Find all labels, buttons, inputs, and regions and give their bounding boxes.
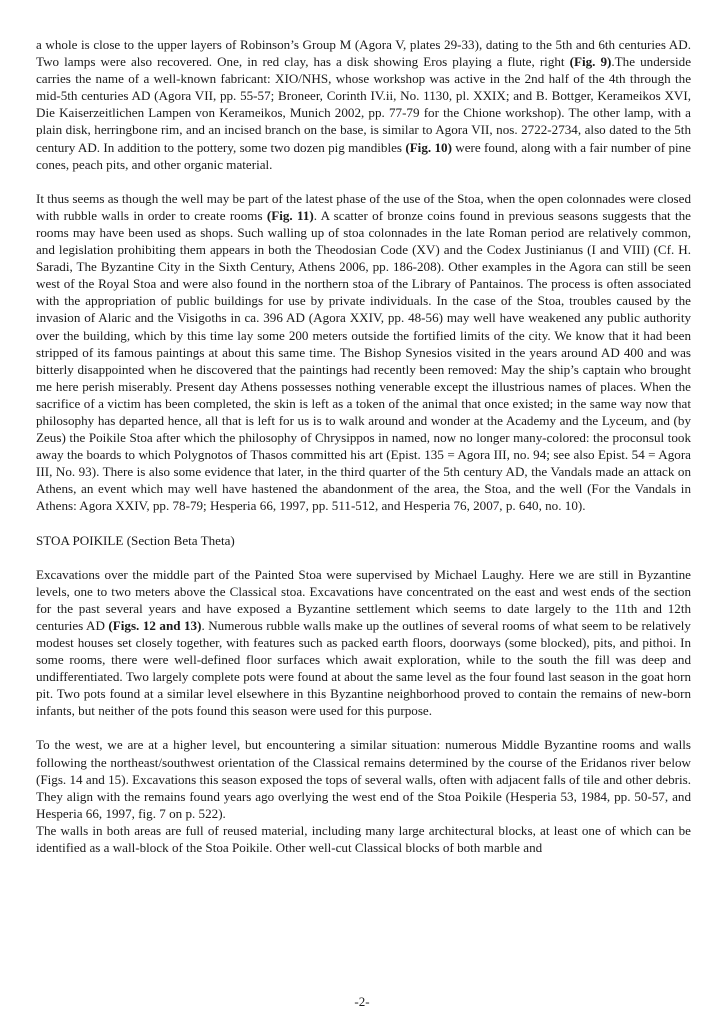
figure-reference: (Fig. 10) <box>405 139 452 155</box>
section-heading <box>36 532 691 549</box>
paragraph <box>36 36 691 173</box>
text-run: a whole is close to the upper layers of Robinson’s Group M (Agora V, plates 29-33), dating to the 5th and 6th centuries AD. Two lamps were also recovered. One, in red clay, has a disk showing Eros playing a flute, right <box>36 37 691 70</box>
paragraph <box>36 822 691 856</box>
text-run: Excavations over the middle part of the Painted Stoa were supervised by Michael Laughy. Here we are still in Byzantine levels, one to two meters above the Classical stoa. Excavations have concentrated on the east and west ends of the section for the past several years and have exposed a Byzantine settlement which seems to date largely to the 11th and 12th centuries AD <box>36 566 691 633</box>
text-run: . Numerous rubble walls make up the outlines of several rooms of what seem to be relatively modest houses set closely together, with features such as packed earth floors, doorways (some blocked), pits, and pithoi. In some rooms, there were well-defined floor surfaces which await exploration, while to the south the fill was deep and undifferentiated. Two largely complete pots were found at about the same level as the four found last season in the goat horn pit. Two pots found at a similar level elsewhere in this Byzantine neighborhood proved to contain the remains of new-born infants, but neither of the pots found this season were used for this purpose. <box>36 617 691 719</box>
text-run: It thus seems as though the well may be part of the latest phase of the use of the Stoa, when the open colonnades were closed with rubble walls in order to create rooms <box>36 190 691 223</box>
paragraph-gap <box>36 173 691 190</box>
paragraph-gap <box>36 719 691 736</box>
text-run: were found, along with a fair number of pine cones, peach pits, and other organic material. <box>36 139 691 172</box>
page-number: -2- <box>354 994 370 1009</box>
figure-reference: (Fig. 11) <box>266 207 314 223</box>
figure-reference: (Fig. 9) <box>569 54 612 70</box>
paragraph-gap <box>36 549 691 566</box>
paragraph <box>36 736 691 821</box>
text-run: The walls in both areas are full of reused material, including many large architectural blocks, at least one of which can be identified as a wall-block of the Stoa Poikile. Other well-cut Classical blocks of both marble and <box>36 822 691 856</box>
text-run: STOA POIKILE (Section Beta Theta) <box>36 532 235 548</box>
paragraph <box>36 566 691 720</box>
paragraph-gap <box>36 515 691 532</box>
figure-reference: (Figs. 12 and 13) <box>108 617 202 633</box>
text-run: . A scatter of bronze coins found in previous seasons suggests that the rooms may have been used as shops. Such walling up of stoa colonnades in the late Roman period are relatively common, and legislation prohibiting them appears in both the Theodosian Code (XV) and the Codex Justinianus (I and VIII) (Cf. H. Saradi, The Byzantine City in the Sixth Century, Athens 2006, pp. 186-208). Other examples in the Agora can still be seen west of the Royal Stoa and were also found in the northern stoa of the Library of Pantainos. The process is often associated with the appropriation of public buildings for use by private individuals. In the case of the Stoa, troubles caused by the invasion of Alaric and the Visigoths in ca. 396 AD (Agora XXIV, pp. 48-56) may well have weakened any public authority over the building, which by this time lay some 200 meters outside the fortified limits of the city. We know that it had been stripped of its famous paintings at about this same time. The Bishop Synesios visited in the years around AD 400 and was bitterly disappointed when he discovered that the paintings had recently been removed: May the ship’s captain who brought me here perish miserably. Present day Athens possesses nothing venerable except the illustrious names of places. When the sacrifice of a victim has been completed, the skin is left as a token of the animal that once existed; in the same way now that philosophy has departed hence, all that is left for us is to walk around and wonder at the Academy and the Lyceum, and (by Zeus) the Poikile Stoa after which the philosophy of Chrysippos in named, now no longer many-colored: the proconsul took away the boards to which Polygnotos of Thasos committed his art (Epist. 135 = Agora III, no. 94; see also Epist. 54 = Agora III, No. 93). There is also some evidence that later, in the third quarter of the 5th century AD, the Vandals made an attack on Athens, an event which may well have hastened the abandonment of the area, the Stoa, and the well (For the Vandals in Athens: Agora XXIV, pp. 78-79; Hesperia 66, 1997, pp. 511-512, and Hesperia 76, 2007, p. 640, no. 10). <box>36 207 691 514</box>
document-body <box>36 36 691 856</box>
text-run: To the west, we are at a higher level, but encountering a similar situation: numerous Middle Byzantine rooms and walls following the northeast/southwest orientation of the Classical remains determined by the course of the Eridanos river below (Figs. 14 and 15). Excavations this season exposed the tops of several walls, often with adjacent falls of tile and other debris. They align with the remains found years ago overlying the west end of the Stoa Poikile (Hesperia 53, 1984, pp. 50-57, and Hesperia 66, 1997, fig. 7 on p. 522). <box>36 737 691 821</box>
paragraph <box>36 190 691 515</box>
text-run: .The underside carries the name of a well-known fabricant: XIO/NHS, whose workshop was active in the 2nd half of the 4th through the mid-5th centuries AD (Agora VII, pp. 55-57; Broneer, Corinth IV.ii, No. 1130, pl. XXIX; and B. Bottger, Kerameikos XVI, Die Kaiserzeitlichen Lampen von Kerameikos, Munich 2002, pp. 77-79 for the Chione workshop). The other lamp, with a plain disk, herringbone rim, and an incised branch on the base, is similar to Agora VII, nos. 2722-2734, also dated to the 5th century AD. In addition to the pottery, some two dozen pig mandibles <box>36 54 691 155</box>
